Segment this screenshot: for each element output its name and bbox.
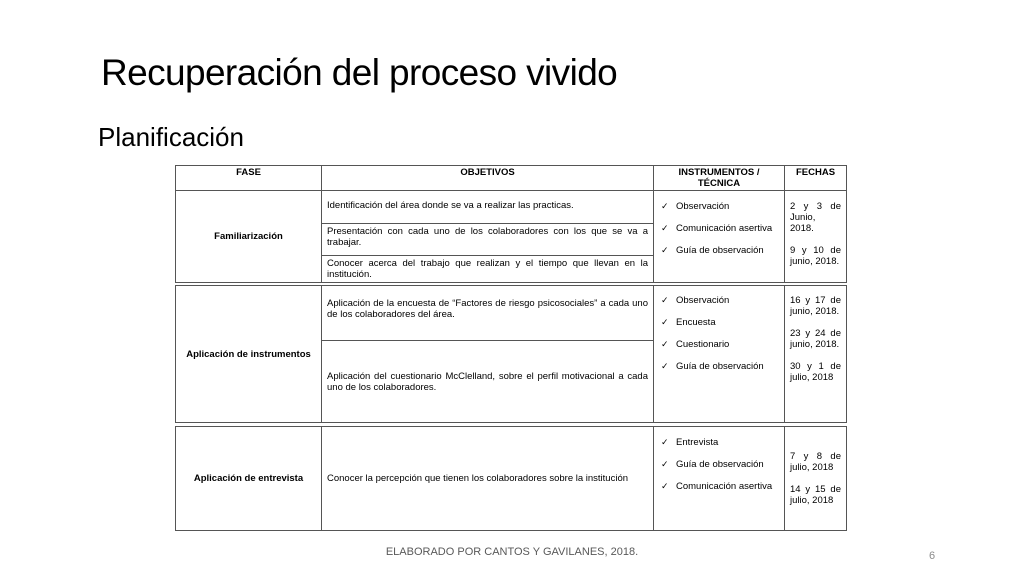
check-icon: ✓ [661,317,669,327]
planning-table-block-3 [175,426,847,531]
slide-footer: ELABORADO POR CANTOS Y GAVILANES, 2018. [385,546,639,558]
instrument-item: ✓ Encuesta [661,317,716,328]
objective-cell: Conocer acerca del trabajo que realizan y el tiempo que llevan en la institución. [322,256,654,283]
instruments-cell [654,427,785,531]
objective-cell: Aplicación del cuestionario McClelland, sobre el perfil motivacional a cada uno de los colaboradores. [322,341,654,423]
header-fechas: FECHAS [785,166,847,191]
header-fase: FASE [176,166,322,191]
instrument-item: ✓ Guía de observación [661,361,764,372]
fase-cell: Aplicación de entrevista [176,427,322,531]
check-icon: ✓ [661,361,669,371]
date-item: 2 y 3 de Junio, 2018. [790,201,841,234]
planning-table-block-1 [175,165,847,283]
check-icon: ✓ [661,481,669,491]
date-item: 7 y 8 de julio, 2018 [790,451,841,473]
date-item: 14 y 15 de julio, 2018 [790,484,841,506]
header-instrumentos: INSTRUMENTOS / TÉCNICA [654,166,785,191]
instrument-item: ✓ Comunicación asertiva [661,223,773,234]
date-item: 16 y 17 de junio, 2018. [790,295,841,317]
table-row [176,286,847,341]
instrument-item: ✓ Cuestionario [661,339,730,350]
check-icon: ✓ [661,437,669,447]
check-icon: ✓ [661,245,669,255]
planning-table-block-2 [175,285,847,423]
table-header-row [176,166,847,191]
instrument-item: ✓ Entrevista [661,437,719,448]
dates-cell [785,286,847,423]
instrument-item: ✓ Guía de observación [661,245,764,256]
check-icon: ✓ [661,201,669,211]
date-item: 9 y 10 de junio, 2018. [790,245,841,267]
dates-cell [785,191,847,283]
instruments-cell [654,286,785,423]
date-item: 30 y 1 de julio, 2018 [790,361,841,383]
instrument-item: ✓ Observación [661,201,730,212]
date-item: 23 y 24 de junio, 2018. [790,328,841,350]
objective-cell: Conocer la percepción que tienen los colaboradores sobre la institución [322,427,654,531]
table-row [176,427,847,531]
slide-title: Recuperación del proceso vivido [101,52,618,93]
objective-cell: Aplicación de la encuesta de “Factores de riesgo psicosociales” a cada uno de los colaboradores del área. [322,286,654,341]
check-icon: ✓ [661,223,669,233]
page-number: 6 [929,550,936,562]
check-icon: ✓ [661,459,669,469]
table-row [176,191,847,224]
dates-cell [785,427,847,531]
header-objetivos: OBJETIVOS [322,166,654,191]
check-icon: ✓ [661,339,669,349]
instruments-cell [654,191,785,283]
instrument-item: ✓ Guía de observación [661,459,764,470]
objective-cell: Presentación con cada uno de los colaboradores con los que se va a trabajar. [322,224,654,256]
fase-cell: Aplicación de instrumentos [176,286,322,423]
objective-cell: Identificación del área donde se va a realizar las practicas. [322,191,654,224]
instrument-item: ✓ Observación [661,295,730,306]
check-icon: ✓ [661,295,669,305]
slide-subtitle: Planificación [98,122,244,152]
fase-cell: Familiarización [176,191,322,283]
instrument-item: ✓ Comunicación asertiva [661,481,773,492]
